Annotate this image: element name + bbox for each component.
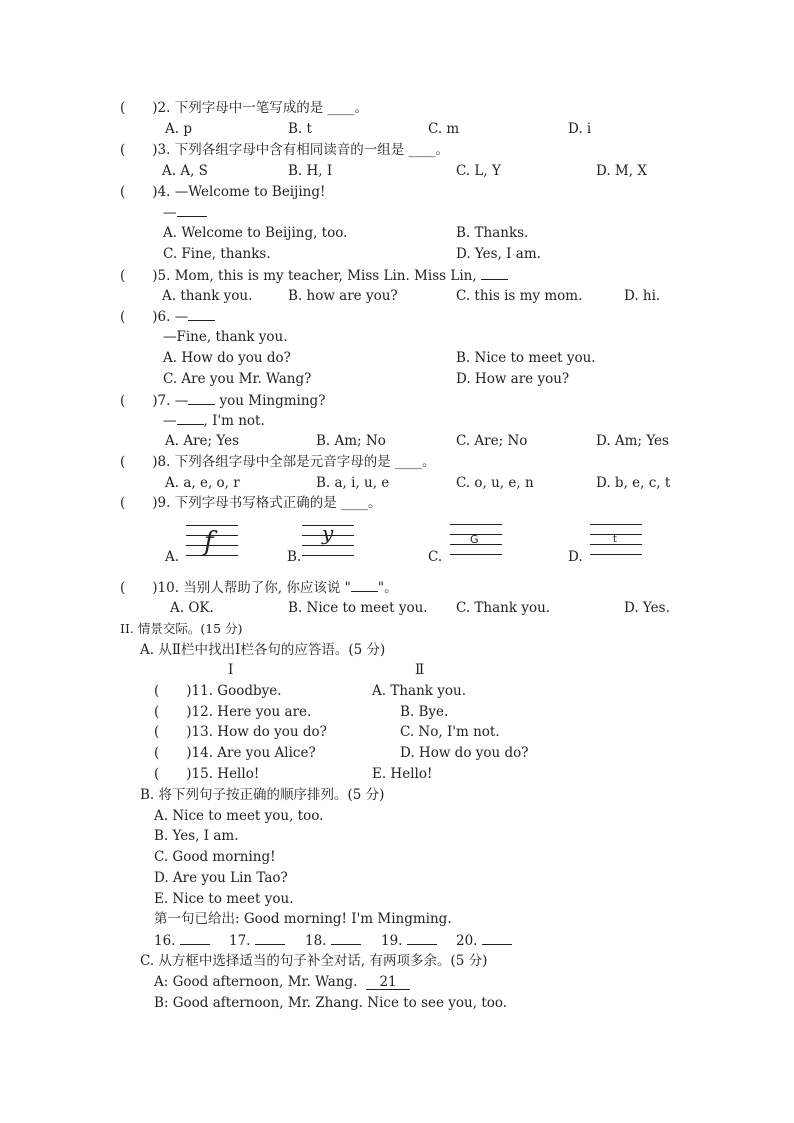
part-a-col2-header: Ⅱ xyxy=(415,662,425,678)
q8-option-b: B. a, i, u, e xyxy=(316,475,390,491)
part-b-title: B. 将下列句子按正确的顺序排列。(5 分) xyxy=(140,787,385,803)
part-a-left-11: ( )11. Goodbye. xyxy=(154,683,282,699)
q8-stem: ( )8. 下列各组字母中全部是元音字母的是 ____。 xyxy=(120,454,436,470)
q9-glyph-c: G xyxy=(470,533,479,546)
part-a-right-d: D. How do you do? xyxy=(400,745,529,761)
q7-blank-1 xyxy=(188,392,215,405)
q7-stem: ( )7. — you Mingming? xyxy=(120,393,326,409)
q5-option-a: A. thank you. xyxy=(162,288,253,304)
section-2-title: II. 情景交际。(15 分) xyxy=(120,621,243,636)
q5-option-c: C. this is my mom. xyxy=(456,288,583,304)
part-a-left-12: ( )12. Here you are. xyxy=(154,704,312,720)
part-a-right-c: C. No, I'm not. xyxy=(400,724,500,740)
part-c-title: C. 从方框中选择适当的句子补全对话, 有两项多余。(5 分) xyxy=(140,953,488,969)
q7-reply: — , I'm not. xyxy=(163,413,265,429)
part-a-left-14: ( )14. Are you Alice? xyxy=(154,745,316,761)
q3-option-c: C. L, Y xyxy=(456,163,501,179)
q4-reply: — xyxy=(163,204,207,221)
q9-glyph-a: f xyxy=(204,527,214,557)
q7-blank-2 xyxy=(177,412,204,425)
part-b-answer-20: 20. xyxy=(456,932,512,949)
q4-blank xyxy=(177,204,207,217)
q4-stem: ( )4. —Welcome to Beijing! xyxy=(120,184,326,200)
q3-option-b: B. H, I xyxy=(288,163,333,179)
q7-option-d: D. Am; Yes xyxy=(596,433,669,449)
q5-option-b: B. how are you? xyxy=(288,288,398,304)
q6-reply: —Fine, thank you. xyxy=(163,329,288,345)
q2-stem: ( )2. 下列字母中一笔写成的是 ____。 xyxy=(120,100,368,116)
q3-option-d: D. M, X xyxy=(596,163,647,179)
q6-option-d: D. How are you? xyxy=(456,371,570,387)
q2-option-c: C. m xyxy=(428,121,460,137)
q6-option-a: A. How do you do? xyxy=(163,350,291,366)
part-b-item-b: B. Yes, I am. xyxy=(154,828,239,844)
q9-staff-d xyxy=(590,524,642,558)
part-c-line-1: A: Good afternoon, Mr. Wang. 21 xyxy=(154,974,410,990)
q7-option-c: C. Are; No xyxy=(456,433,528,449)
part-b-item-e: E. Nice to meet you. xyxy=(154,891,294,907)
q10-option-c: C. Thank you. xyxy=(456,600,551,616)
q9-option-d: D. xyxy=(568,549,583,565)
part-a-right-e: E. Hello! xyxy=(372,766,433,782)
q4-option-c: C. Fine, thanks. xyxy=(163,246,271,262)
q9-option-b: B. xyxy=(287,549,302,565)
q7-option-a: A. Are; Yes xyxy=(165,433,240,449)
q6-option-b: B. Nice to meet you. xyxy=(456,350,596,366)
q6-stem: ( )6. — xyxy=(120,308,215,325)
q10-option-b: B. Nice to meet you. xyxy=(288,600,428,616)
part-a-left-13: ( )13. How do you do? xyxy=(154,724,327,740)
q9-option-a: A. xyxy=(165,549,180,565)
q8-option-c: C. o, u, e, n xyxy=(456,475,534,491)
q9-glyph-b: y xyxy=(322,521,334,545)
q5-option-d: D. hi. xyxy=(624,288,661,304)
part-b-answer-19: 19. xyxy=(381,932,437,949)
q10-option-d: D. Yes. xyxy=(624,600,670,616)
q7-option-b: B. Am; No xyxy=(316,433,386,449)
q9-staff-c xyxy=(450,524,502,558)
part-b-item-d: D. Are you Lin Tao? xyxy=(154,870,288,886)
part-a-right-b: B. Bye. xyxy=(400,704,449,720)
part-a-right-a: A. Thank you. xyxy=(372,683,466,699)
q9-staff-a xyxy=(186,525,238,559)
q4-option-d: D. Yes, I am. xyxy=(456,246,541,262)
part-b-item-c: C. Good morning! xyxy=(154,849,276,865)
q10-blank xyxy=(351,579,378,592)
part-b-answer-16: 16. xyxy=(154,932,210,949)
q10-stem: ( )10. 当别人帮助了你, 你应该说 " "。 xyxy=(120,580,398,596)
q6-option-c: C. Are you Mr. Wang? xyxy=(163,371,312,387)
q8-option-a: A. a, e, o, r xyxy=(165,475,240,491)
q3-option-a: A. A, S xyxy=(162,163,208,179)
part-b-given: 第一句已给出: Good morning! I'm Mingming. xyxy=(154,911,452,927)
part-c-line-2: B: Good afternoon, Mr. Zhang. Nice to see you, too. xyxy=(154,995,508,1011)
q2-option-b: B. t xyxy=(288,121,312,137)
part-a-col1-header: Ⅰ xyxy=(228,662,234,678)
q4-option-a: A. Welcome to Beijing, too. xyxy=(163,225,348,241)
q9-stem: ( )9. 下列字母书写格式正确的是 ____。 xyxy=(120,495,382,511)
q5-stem: ( )5. Mom, this is my teacher, Miss Lin. Miss Lin, xyxy=(120,267,508,284)
q8-option-d: D. b, e, c, t xyxy=(596,475,671,491)
part-a-left-15: ( )15. Hello! xyxy=(154,766,260,782)
q9-option-c: C. xyxy=(428,549,443,565)
q3-stem: ( )3. 下列各组字母中含有相同读音的一组是 ____。 xyxy=(120,142,449,158)
q2-option-d: D. i xyxy=(568,121,592,137)
q2-option-a: A. p xyxy=(165,121,192,137)
q9-glyph-d: t xyxy=(613,534,617,545)
q10-option-a: A. OK. xyxy=(170,600,214,616)
q5-blank xyxy=(481,267,508,280)
blank-21: 21 xyxy=(366,975,410,990)
q9-staff-b xyxy=(302,521,354,559)
q6-blank xyxy=(188,308,215,321)
part-b-answer-17: 17. xyxy=(229,932,285,949)
q4-option-b: B. Thanks. xyxy=(456,225,529,241)
part-a-title: A. 从Ⅱ栏中找出Ⅰ栏各句的应答语。(5 分) xyxy=(140,642,386,658)
part-b-item-a: A. Nice to meet you, too. xyxy=(154,808,324,824)
part-b-answer-18: 18. xyxy=(305,932,361,949)
